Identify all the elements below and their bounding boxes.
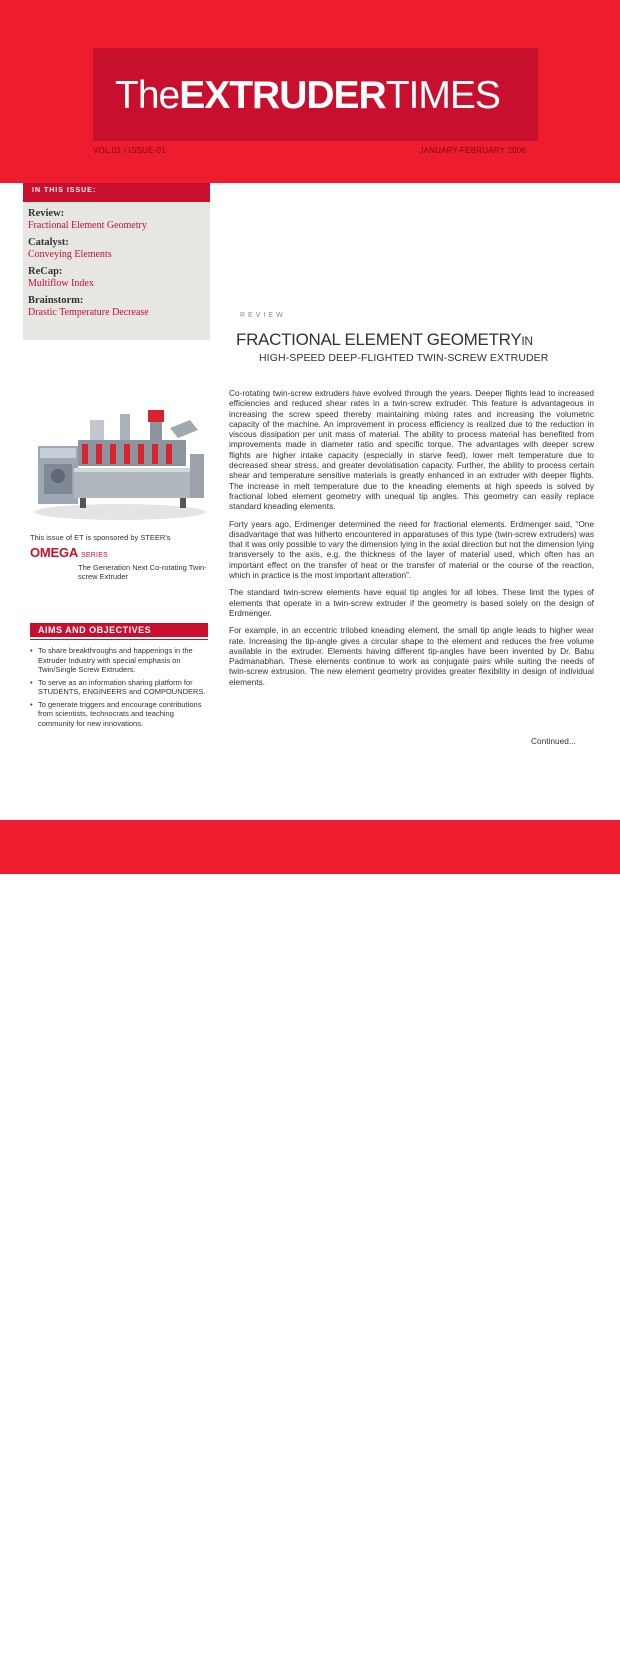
company-name: STEER [360, 1653, 423, 1673]
article-paragraph: For example, in an eccentric trilobed kneading element, the small tip angle leads to higher wear rate. Increasing the tip-angle gives a circular shape to the element and reduces the free volume available in the extruder. Elements having different tip-angles have been invented by Dr. Babu Padmanabhan. These elements continue to work as conjugate pairs while suiting the needs of twin-screw extrusion. The new element geometry provides greater flexibility in design of individual elements. [229, 625, 594, 687]
issue-title: Conveying Elements [28, 249, 112, 260]
aims-item: • To generate triggers and encourage contributions from scientists, technocrats and teaching community for new innovations. [30, 700, 208, 729]
aims-header [30, 623, 208, 637]
headline-main: FRACTIONAL ELEMENT GEOMETRY [236, 330, 522, 349]
issue-category: Catalyst: [28, 237, 69, 248]
in-this-issue-panel [23, 183, 210, 340]
issue-category: Brainstorm: [28, 295, 84, 306]
masthead-box [93, 48, 538, 141]
header-band [0, 0, 620, 183]
issue-item-brainstorm[interactable] [28, 295, 208, 319]
omega-series-logo [30, 545, 108, 560]
headline-in: IN [521, 334, 533, 348]
issue-category: ReCap: [28, 266, 63, 277]
volume-issue: VOL.01 / ISSUE-01 [93, 146, 166, 155]
article-headline [236, 330, 533, 350]
title-the: The [115, 74, 180, 117]
omega-brand: OMEGA [30, 545, 78, 560]
aims-divider [30, 639, 208, 640]
company-subtitle: CONSULTANCY SERVICES, INDIA [367, 1673, 494, 1680]
title-extruder: EXTRUDER [179, 74, 386, 117]
issue-title: Fractional Element Geometry [28, 220, 147, 231]
issue-item-review[interactable] [28, 208, 208, 232]
issue-title: Multiflow Index [28, 278, 94, 289]
issue-list [28, 208, 208, 324]
aims-item: • To serve as an information sharing platform for STUDENTS, ENGINEERS and COMPOUNDERS. [30, 678, 208, 697]
article-subheadline: HIGH-SPEED DEEP-FLIGHTED TWIN-SCREW EXTRUDER [259, 352, 549, 364]
issue-item-catalyst[interactable] [28, 237, 208, 261]
issue-title: Drastic Temperature Decrease [28, 307, 149, 318]
title-times: TIMES [385, 74, 500, 117]
continued-link[interactable]: Continued... [531, 736, 576, 746]
in-this-issue-header [23, 183, 210, 202]
sponsor-caption: The Generation Next Co-rotating Twin-screw Extruder [78, 563, 207, 581]
omega-series: SERIES [81, 552, 108, 559]
article-section-tag: REVIEW [240, 312, 286, 319]
article-paragraph: The standard twin-screw elements have equal tip angles for all lobes. These limit the types of elements that operate in a twin-screw extruder if the geometry is based solely on the design of Erdmenger. [229, 587, 594, 618]
in-this-issue-heading: IN THIS ISSUE: [32, 187, 97, 194]
issue-item-recap[interactable] [28, 266, 208, 290]
masthead-title [115, 74, 500, 118]
aims-heading: AIMS AND OBJECTIVES [38, 625, 152, 635]
article-body [229, 388, 594, 694]
steer-logo-icon [326, 1648, 356, 1676]
article-paragraph: Forty years ago, Erdmenger determined the need for fractional elements. Erdmenger said, “One disadvantage that was hitherto encountered in apparatuses of this type (twin-screw extruders) was that it was only possible to vary the dimension lying in the axial direction but not the dimension lying transversely to the axis, e.g. the thickness of the layer of material used, which often has an important effect on the transfer of heat or the transfer of material or the course of the reaction, which in practice is the most important alteration”. [229, 518, 594, 581]
footer-band [0, 820, 620, 1680]
article-paragraph: Co-rotating twin-screw extruders have evolved through the years. Deeper flights lead to increased efficiencies and reduced shear rates in a twin-screw extruder. This feature is advantageous in increasing the screw speed thereby maintaining mixing rates and increasing the volumetric capacity of the machine. An improvement in process efficiency is realized due to the reduction in viscous dissipation per unit mass of material. The ability to process material has benefited from improvements made in diameter ratio and specific torque. The advantages with deeper screw flights are higher intake capacity (especially in starve feed), lower melt temperature due to decreased shear stress, and greater devolatisation capacity. Further, the ability to process certain shear and temperature sensitive materials is greatly enhanced in an extruder with deeper flights. The increase in melt temperature due to the kneading elements at high speeds is solved by fractional lobed element geometry with unequal tip angles. This geometry can easily replace standard kneading elements. [229, 388, 594, 512]
extruder-machine-image [30, 384, 208, 524]
aims-list [30, 646, 208, 731]
issue-category: Review: [28, 208, 65, 219]
issue-date: JANUARY-FEBRUARY 2006 [419, 146, 526, 155]
sponsor-line: This issue of ET is sponsored by STEER's [30, 533, 171, 542]
initiative-text: A special initiative of [214, 1661, 294, 1670]
aims-item: • To share breakthroughs and happenings in the Extruder Industry with special emphasis on Twin/Single Screw Extruders. [30, 646, 208, 675]
